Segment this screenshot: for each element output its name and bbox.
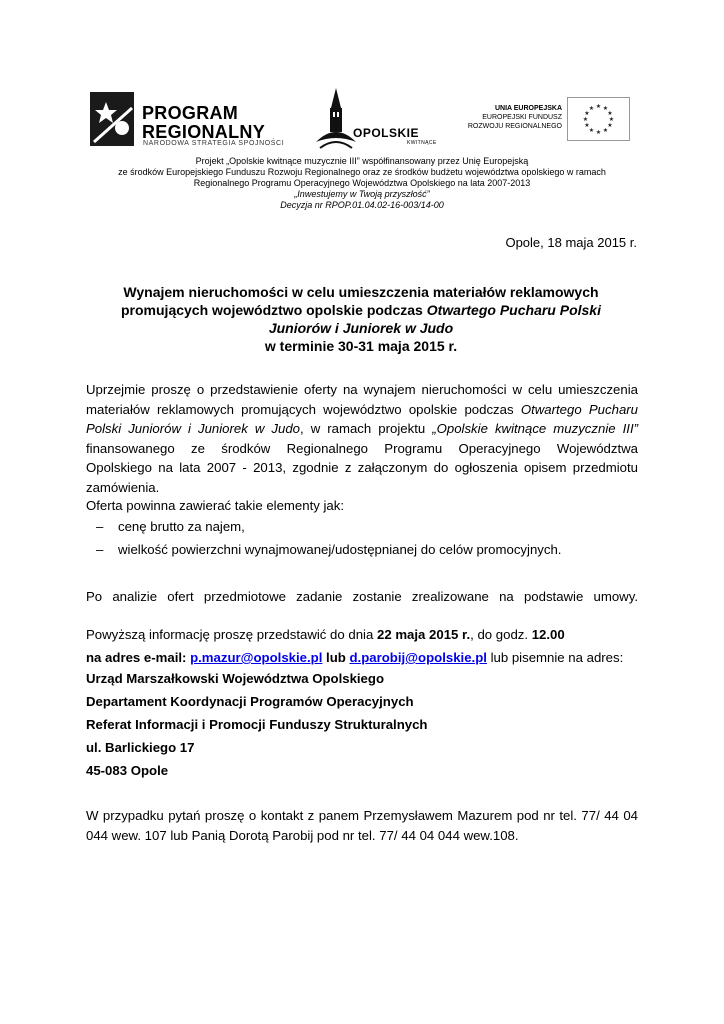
logo-strip bbox=[86, 86, 632, 154]
svg-text:★: ★ bbox=[584, 122, 590, 129]
svg-text:★: ★ bbox=[608, 116, 615, 123]
program-regionalny-subtitle: NARODOWA STRATEGIA SPÓJNOŚCI bbox=[143, 140, 285, 147]
address-line: 45-083 Opole bbox=[86, 763, 169, 778]
address-line: Urząd Marszałkowski Województwa Opolskiego bbox=[86, 671, 385, 686]
eu-flag-icon bbox=[567, 97, 630, 141]
svg-text:★: ★ bbox=[607, 122, 613, 129]
paragraph-contract: Po analizie ofert przedmiotowe zadanie zostanie zrealizowane na podstawie umowy. bbox=[86, 589, 638, 604]
svg-text:★: ★ bbox=[595, 103, 602, 110]
dash-bullet: – bbox=[96, 542, 104, 557]
svg-text:★: ★ bbox=[602, 105, 609, 112]
opolskie-tower-icon bbox=[306, 86, 366, 154]
address-line: Referat Informacji i Promocji Funduszy Strukturalnych bbox=[86, 717, 428, 732]
email-link-mazur[interactable]: p.mazur@opolskie.pl bbox=[190, 650, 323, 665]
opolskie-subtitle: KWITNĄCE bbox=[407, 140, 437, 146]
dash-bullet: – bbox=[96, 519, 104, 534]
submission-email: na adres e-mail: p.mazur@opolskie.pl lub d.parobij@opolskie.pl lub pisemnie na adres: bbox=[86, 650, 624, 665]
document-date: Opole, 18 maja 2015 r. bbox=[505, 235, 637, 250]
svg-text:★: ★ bbox=[607, 110, 613, 117]
email-link-parobij[interactable]: d.parobij@opolskie.pl bbox=[349, 650, 487, 665]
list-item: – wielkość powierzchni wynajmowanej/udostępnianej do celów promocyjnych. bbox=[96, 542, 562, 557]
paragraph-request: Uprzejmie proszę o przedstawienie oferty na wynajem nieruchomości w celu umieszczenia materiałów reklamowych promujących województwo opolskie podczas Otwartego Pucharu Polski Juniorów i Juniorek w Judo, w ramach projektu „Opolskie kwitnące muzycznie III” finansowanego ze środków Regionalnego Programu Operacyjnego Województwa Opolskiego na lata 2007 - 2013, zgodnie z załączonym do ogłoszenia opisem przedmiotu zamówienia. bbox=[86, 382, 639, 495]
submission-deadline: Powyższą informację proszę przedstawić do dnia 22 maja 2015 r., do godz. 12.00 bbox=[86, 627, 565, 642]
eu-text: UNIA EUROPEJSKA EUROPEJSKI FUNDUSZ ROZWOJU REGIONALNEGO bbox=[467, 105, 562, 130]
document-title: Wynajem nieruchomości w celu umieszczenia materiałów reklamowych promujących województwo opolskie podczas Otwartego Pucharu Polski Juniorów i Juniorek w Judo w terminie 30-31 maja 2015 r. bbox=[121, 284, 601, 354]
contact-paragraph: W przypadku pytań proszę o kontakt z panem Przemysławem Mazurem pod nr tel. 77/ 44 04 044 wew. 107 lub Panią Dorotą Parobij pod nr tel. 77/ 44 04 044 wew.108. bbox=[86, 808, 638, 843]
opolskie-name: OPOLSKIE bbox=[353, 126, 420, 140]
program-regionalny-icon bbox=[86, 88, 138, 150]
address-line: ul. Barlickiego 17 bbox=[86, 740, 195, 755]
address-line: Departament Koordynacji Programów Operacyjnych bbox=[86, 694, 414, 709]
svg-text:★: ★ bbox=[602, 127, 609, 134]
program-regionalny-title: PROGRAM REGIONALNY bbox=[142, 103, 266, 142]
program-regionalny-logo bbox=[86, 88, 296, 150]
svg-text:★: ★ bbox=[588, 127, 595, 134]
project-header: Projekt „Opolskie kwitnące muzycznie III” współfinansowany przez Unię Europejską ze środków Europejskiego Funduszu Rozwoju Regionalnego oraz ze środków budżetu województwa opolskiego w ramach Regionalnego Programu Operacyjnego Województwa Opolskiego na lata 2007-2013 „Inwestujemy w Twoją przyszłość” Decyzja nr RPOP.01.04.02-16-003/14-00 bbox=[118, 156, 606, 210]
list-item: – cenę brutto za najem, bbox=[96, 519, 245, 534]
svg-text:★: ★ bbox=[588, 105, 595, 112]
svg-text:★: ★ bbox=[595, 129, 602, 136]
svg-text:★: ★ bbox=[584, 110, 590, 117]
svg-text:★: ★ bbox=[582, 116, 589, 123]
offer-intro: Oferta powinna zawierać takie elementy jak: bbox=[86, 498, 345, 513]
